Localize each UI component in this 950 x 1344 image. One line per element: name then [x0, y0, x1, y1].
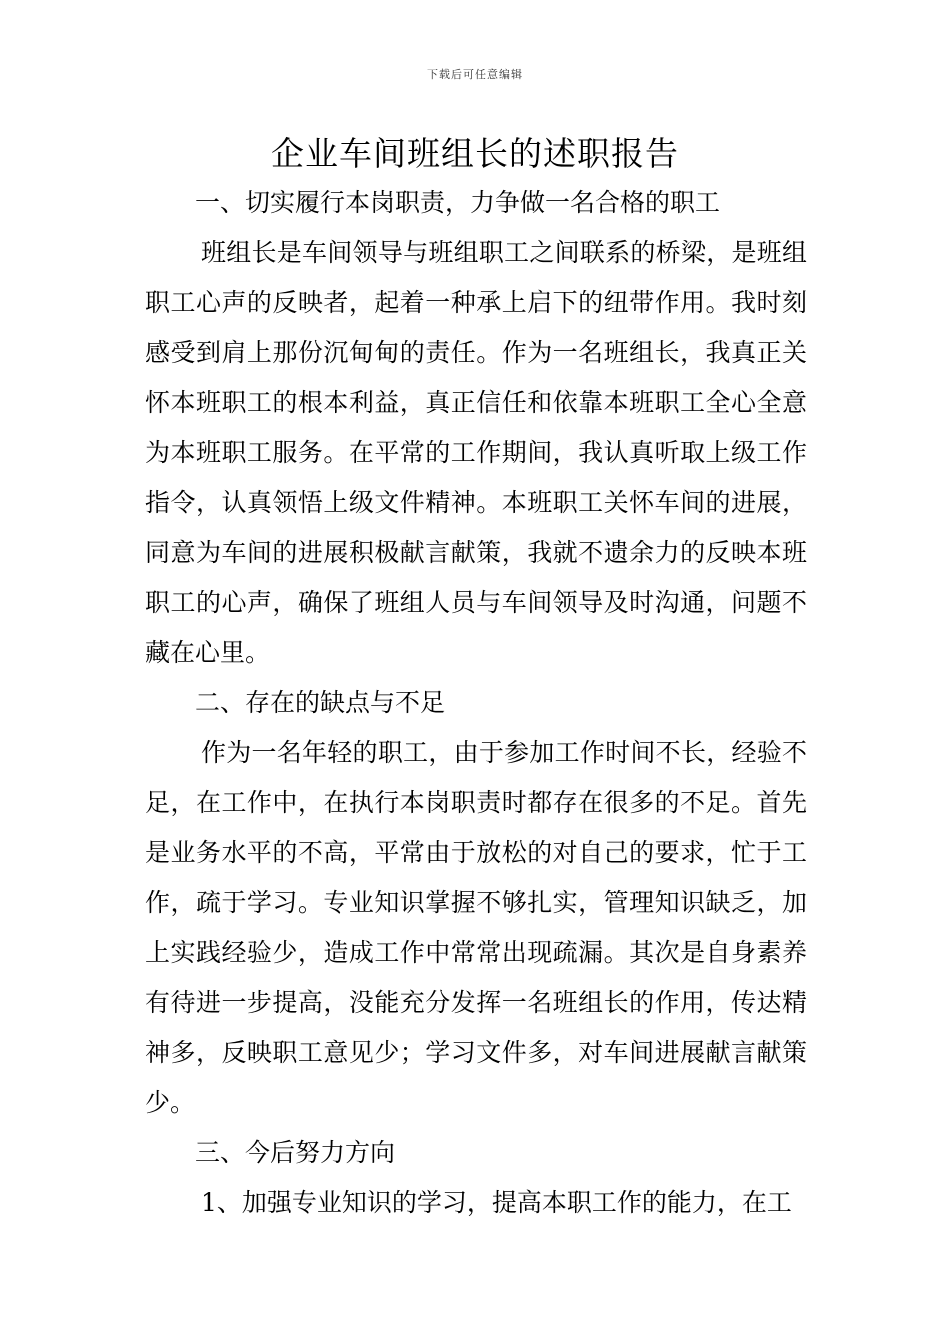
document-title: 企业车间班组长的述职报告	[271, 134, 679, 173]
section-heading-2: 二、存在的缺点与不足	[195, 688, 446, 717]
section-1-paragraph: 班组长是车间领导与班组职工之间联系的桥梁，是班组职工心声的反映者，起着一种承上启下的纽带作用。我时刻感受到肩上那份沉甸甸的责任。作为一名班组长，我真正关怀本班职工的根本利益，真正信任和依靠本班职工全心全意为本班职工服务。在平常的工作期间，我认真听取上级工作指令，认真领悟上级文件精神。本班职工关怀车间的进展，同意为车间的进展积极献言献策，我就不遗余力的反映本班职工的心声，确保了班组人员与车间领导及时沟通，问题不藏在心里。	[145, 238, 807, 667]
section-heading-3: 三、今后努力方向	[195, 1138, 396, 1167]
document-body	[145, 178, 807, 1228]
section-3-item-1: 1、加强专业知识的学习，提高本职工作的能力，在工	[201, 1188, 792, 1217]
header-note: 下载后可任意编辑	[427, 68, 523, 81]
section-2-paragraph: 作为一名年轻的职工，由于参加工作时间不长，经验不足，在工作中，在执行本岗职责时都存在很多的不足。首先是业务水平的不高，平常由于放松的对自己的要求，忙于工作，疏于学习。专业知识掌握不够扎实，管理知识缺乏，加上实践经验少，造成工作中常常出现疏漏。其次是自身素养有待进一步提高，没能充分发挥一名班组长的作用，传达精神多，反映职工意见少；学习文件多，对车间进展献言献策少。	[145, 738, 807, 1117]
section-heading-1: 一、切实履行本岗职责，力争做一名合格的职工	[195, 188, 721, 217]
